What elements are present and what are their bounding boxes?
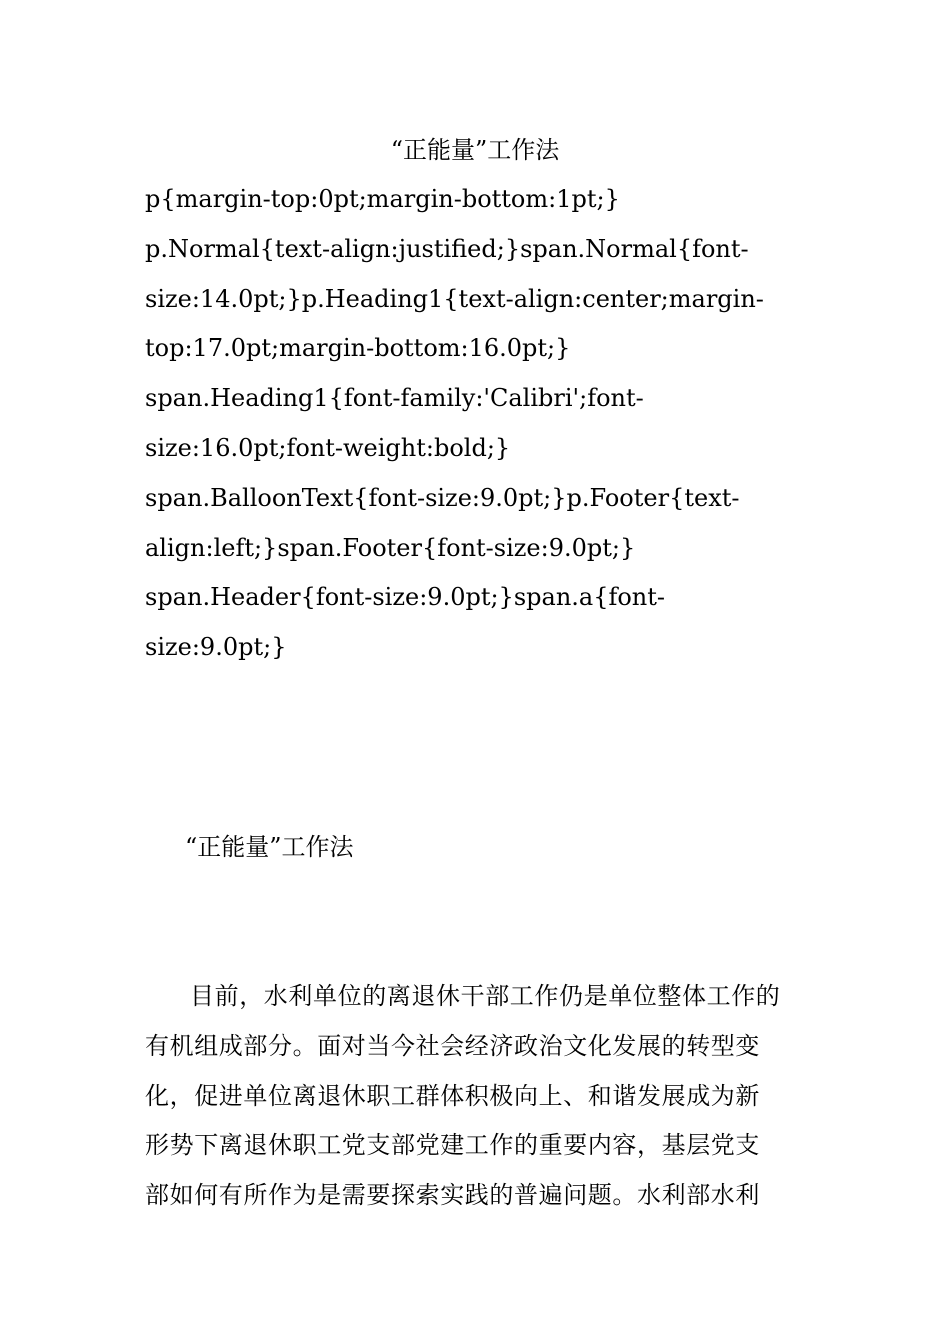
paragraph-line: 目前，水利单位的离退休干部工作仍是单位整体工作的 [190,982,781,1010]
body-paragraph [145,972,810,1221]
paragraph-line: 部如何有所作为是需要探索实践的普遍问题。水利部水利 [145,1181,760,1210]
css-line: size:16.0pt;font-weight:bold;} [145,433,511,462]
section-title: “正能量”工作法 [185,833,354,861]
css-line: size:9.0pt;} [145,633,287,662]
css-line: span.BalloonText{font-size:9.0pt;}p.Footer{text- [145,483,740,512]
paragraph-line: 化，促进单位离退休职工群体积极向上、和谐发展成为新 [145,1081,760,1110]
document-title: “正能量”工作法 [390,136,560,164]
css-line: align:left;}span.Footer{font-size:9.0pt;} [145,533,636,562]
css-line: p.Normal{text-align:justified;}span.Normal{font- [145,234,749,263]
paragraph-line: 有机组成部分。面对当今社会经济政治文化发展的转型变 [145,1031,760,1060]
css-style-text [145,175,810,673]
css-line: span.Header{font-size:9.0pt;}span.a{font- [145,583,666,612]
css-line: p{margin-top:0pt;margin-bottom:1pt;} [145,185,620,213]
paragraph-line: 形势下离退休职工党支部党建工作的重要内容，基层党支 [145,1131,760,1160]
css-line: size:14.0pt;}p.Heading1{text-align:center;margin- [145,284,764,313]
css-line: span.Heading1{font-family:'Calibri';font- [145,384,644,413]
css-line: top:17.0pt;margin-bottom:16.0pt;} [145,334,571,363]
